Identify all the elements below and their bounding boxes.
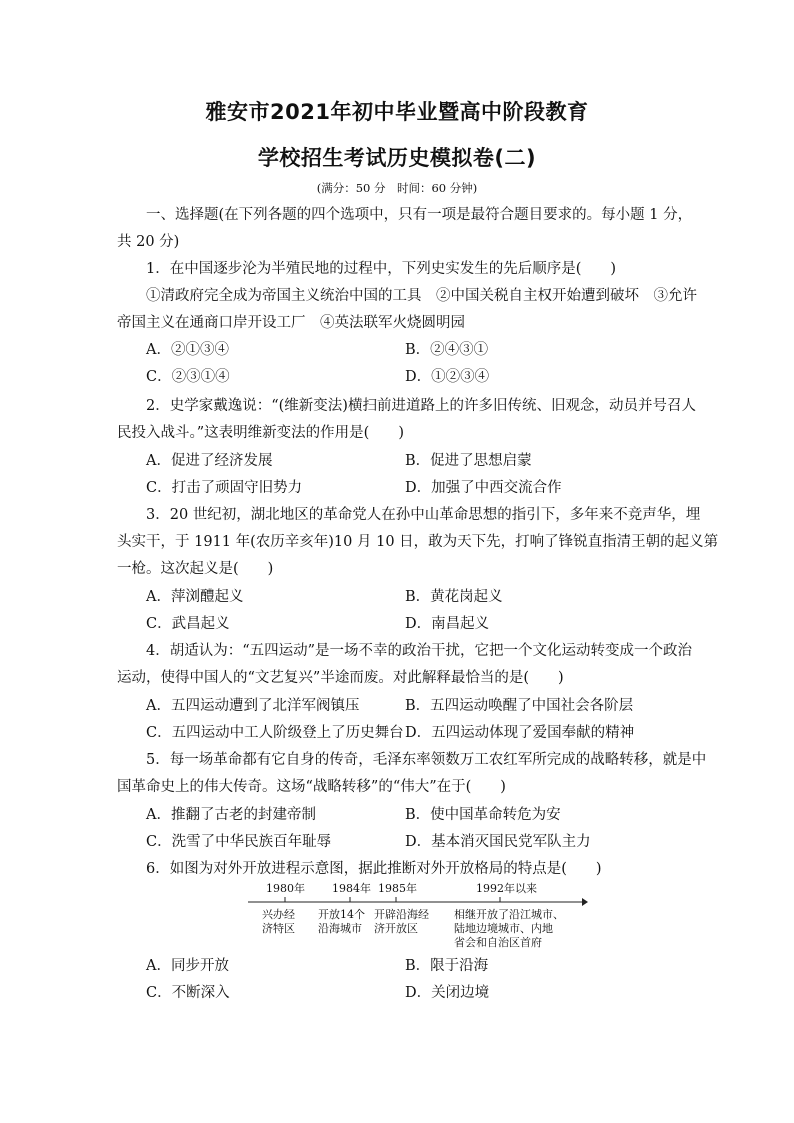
answer-option: D．加强了中西交流合作 [405, 480, 562, 496]
question-stem: 2．史学家戴逸说：“(维新变法)横扫前进道路上的许多旧传统、旧观念，动员并号召人 [146, 398, 696, 414]
timeline-caption [318, 908, 365, 936]
answer-option: C．武昌起义 [146, 616, 230, 632]
answer-option: B．促进了思想启蒙 [405, 453, 532, 469]
question-stem: 6．如图为对外开放进程示意图，据此推断对外开放格局的特点是( ) [146, 861, 602, 877]
answer-option: D．五四运动体现了爱国奉献的精神 [405, 725, 635, 741]
answer-option: A．萍浏醴起义 [146, 589, 244, 605]
answer-option: A．同步开放 [146, 958, 229, 974]
caption-line: 开放14个 [318, 908, 365, 921]
timeline-year: 1980年 [266, 882, 305, 895]
question-stem: 一枪。这次起义是( ) [117, 561, 274, 577]
question-stem: 民投入战斗。”这表明维新变法的作用是( ) [117, 425, 404, 441]
timeline-caption [262, 908, 295, 936]
caption-line: 济特区 [262, 922, 295, 935]
exam-info: (满分：50 分 时间：60 分钟) [316, 181, 478, 195]
answer-option: B．②④③① [405, 342, 489, 358]
answer-option: C．②③①④ [146, 369, 230, 385]
answer-option: D．关闭边境 [405, 985, 490, 1001]
question-stem: 1．在中国逐步沦为半殖民地的过程中，下列史实发生的先后顺序是( ) [146, 261, 617, 277]
caption-line: 开辟沿海经 [374, 908, 429, 921]
question-stem: ①清政府完全成为帝国主义统治中国的工具 ②中国关税自主权开始遭到破坏 ③允许 [146, 288, 697, 304]
question-stem: 3．20 世纪初，湖北地区的革命党人在孙中山革命思想的指引下，多年来不竞声华，埋 [146, 507, 701, 523]
caption-line: 济开放区 [374, 922, 418, 935]
timeline-year: 1992年以来 [476, 882, 537, 895]
timeline-year: 1985年 [378, 882, 417, 895]
section-instruction-cont: 共 20 分) [117, 234, 180, 250]
question-stem: 头实干，于 1911 年(农历辛亥年)10 月 10 日，敢为天下先，打响了锋锐直指清王朝的起义第 [117, 534, 719, 550]
answer-option: D．①②③④ [405, 369, 490, 385]
answer-option: A．②①③④ [146, 342, 229, 358]
answer-option: A．五四运动遭到了北洋军阀镇压 [146, 698, 360, 714]
answer-option: D．基本消灭国民党军队主力 [405, 834, 591, 850]
question-stem: 运动，使得中国人的“文艺复兴”半途而废。对此解释最恰当的是( ) [117, 670, 564, 686]
question-stem: 4．胡适认为：“五四运动”是一场不幸的政治干扰，它把一个文化运动转变成一个政治 [146, 643, 693, 659]
answer-option: B．黄花岗起义 [405, 589, 503, 605]
timeline-caption [454, 908, 564, 950]
caption-line: 陆地边境城市、内地 [454, 922, 553, 935]
question-stem: 帝国主义在通商口岸开设工厂 ④英法联军火烧圆明园 [117, 315, 465, 331]
answer-option: C．五四运动中工人阶级登上了历史舞台 [146, 725, 404, 741]
caption-line: 沿海城市 [318, 922, 362, 935]
timeline-caption [374, 908, 429, 936]
answer-option: B．使中国革命转危为安 [405, 807, 561, 823]
answer-option: C．打击了顽固守旧势力 [146, 480, 303, 496]
caption-line: 省会和自治区首府 [454, 936, 542, 949]
page-title-line2: 学校招生考试历史模拟卷(二) [257, 146, 537, 170]
page-title: 雅安市2021年初中毕业暨高中阶段教育 [205, 100, 589, 124]
caption-line: 相继开放了沿江城市、 [454, 908, 564, 921]
opening-up-timeline [248, 880, 588, 949]
section-instruction: 一、选择题(在下列各题的四个选项中，只有一项是最符合题目要求的。每小题 1 分， [146, 207, 693, 223]
answer-option: C．洗雪了中华民族百年耻辱 [146, 834, 332, 850]
answer-option: A．促进了经济发展 [146, 453, 273, 469]
question-stem: 国革命史上的伟大传奇。这场“战略转移”的“伟大”在于( ) [117, 779, 506, 795]
answer-option: D．南昌起义 [405, 616, 490, 632]
timeline-year: 1984年 [332, 882, 371, 895]
answer-option: C．不断深入 [146, 985, 230, 1001]
question-stem: 5．每一场革命都有它自身的传奇，毛泽东率领数万工农红军所完成的战略转移，就是中 [146, 752, 707, 768]
answer-option: A．推翻了古老的封建帝制 [146, 807, 316, 823]
caption-line: 兴办经 [262, 908, 295, 921]
answer-option: B．五四运动唤醒了中国社会各阶层 [405, 698, 634, 714]
answer-option: B．限于沿海 [405, 958, 489, 974]
